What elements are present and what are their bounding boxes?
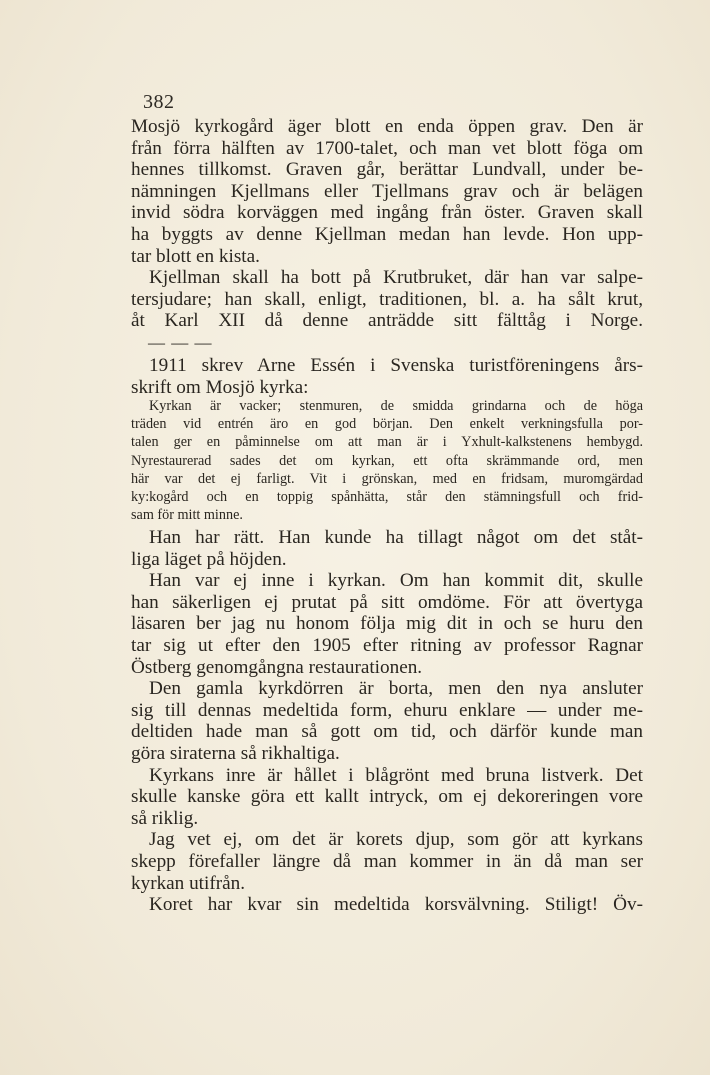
text-line: nämningen Kjellmans eller Tjellmans grav och är belägen	[131, 180, 643, 202]
quote-line: träden vid entrén äro en god början. Den enkelt verkningsfulla por-	[131, 416, 643, 433]
quote-line: sam för mitt minne.	[131, 507, 243, 524]
text-line: läsaren ber jag nu honom följa mig dit in och se huru den	[131, 613, 643, 635]
text-line: Den gamla kyrkdörren är borta, men den nya ansluter	[149, 678, 643, 700]
text-line: 1911 skrev Arne Essén i Svenska turistföreningens års-	[149, 355, 643, 376]
text-line: Östberg genomgångna restaurationen.	[131, 656, 423, 678]
block-quote	[131, 397, 643, 524]
text-line: göra siraterna så rikhaltiga.	[131, 742, 340, 764]
text-line: kyrkan utifrån.	[131, 872, 246, 894]
text-line: tersjudare; han skall, enligt, traditionen, bl. a. ha sålt krut,	[131, 288, 643, 310]
text-line: från förra hälften av 1700-talet, och man vet blott föga om	[131, 137, 643, 159]
text-line: tar blott en kista.	[131, 245, 260, 267]
text-line: Han har rätt. Han kunde ha tillagt något om det ståt-	[149, 527, 643, 548]
text-line: åt Karl XII då denne anträdde sitt fälttåg i Norge.	[131, 310, 643, 332]
quote-line: ky:kogård och en toppig spånhätta, står den stämningsfull och frid-	[131, 488, 643, 505]
text-line: hennes tillkomst. Graven går, berättar Lundvall, under be-	[131, 159, 643, 181]
text-line: Mosjö kyrkogård äger blott en enda öppen grav. Den är	[131, 116, 643, 137]
text-line: han säkerligen ej prutat på sitt omdöme. För att övertyga	[131, 591, 643, 613]
text-line: Koret har kvar sin medeltida korsvälvning. Stiligt! Öv-	[149, 894, 643, 916]
text-line: invid södra korväggen med ingång från öster. Graven skall	[131, 202, 643, 224]
quote-line: Kyrkan är vacker; stenmuren, de smidda grindarna och de höga	[149, 398, 643, 414]
section-divider: — — —	[148, 333, 213, 352]
text-line: Kyrkans inre är hållet i blågrönt med bruna listverk. Det	[149, 764, 643, 786]
text-line: skepp förefaller längre då man kommer in än då man ser	[131, 850, 643, 872]
text-line: Kjellman skall ha bott på Krutbruket, där han var salpe-	[149, 267, 643, 289]
text-line: ha byggts av denne Kjellman medan han levde. Hon upp-	[131, 223, 643, 245]
text-line: skrift om Mosjö kyrka:	[131, 376, 309, 398]
page-number: 382	[143, 91, 175, 113]
text-line: tar sig ut efter den 1905 efter ritning av professor Ragnar	[131, 634, 643, 656]
text-line: sig till dennas medeltida form, ehuru enklare — under me-	[131, 699, 643, 721]
text-line: Han var ej inne i kyrkan. Om han kommit dit, skulle	[149, 570, 643, 592]
quote-line: talen ger en påminnelse om att man är i Yxhult-kalkstenens hembygd.	[131, 434, 643, 451]
text-block-3	[131, 355, 643, 398]
text-line: liga läget på höjden.	[131, 548, 287, 570]
text-line: Jag vet ej, om det är korets djup, som gör att kyrkans	[149, 829, 643, 851]
text-block-1	[131, 116, 643, 332]
quote-line: Nyrestaurerad sades det om kyrkan, ett ofta skrämmande ord, men	[131, 452, 643, 469]
text-line: skulle kanske göra ett kallt intryck, om ej dekoreringen vore	[131, 786, 643, 808]
text-line: så riklig.	[131, 807, 199, 829]
text-block-4	[131, 527, 643, 916]
text-line: deltiden hade man så gott om tid, och därför kunde man	[131, 721, 643, 743]
quote-line: här var det ej farligt. Vit i grönskan, med en fridsam, muromgärdad	[131, 470, 643, 487]
